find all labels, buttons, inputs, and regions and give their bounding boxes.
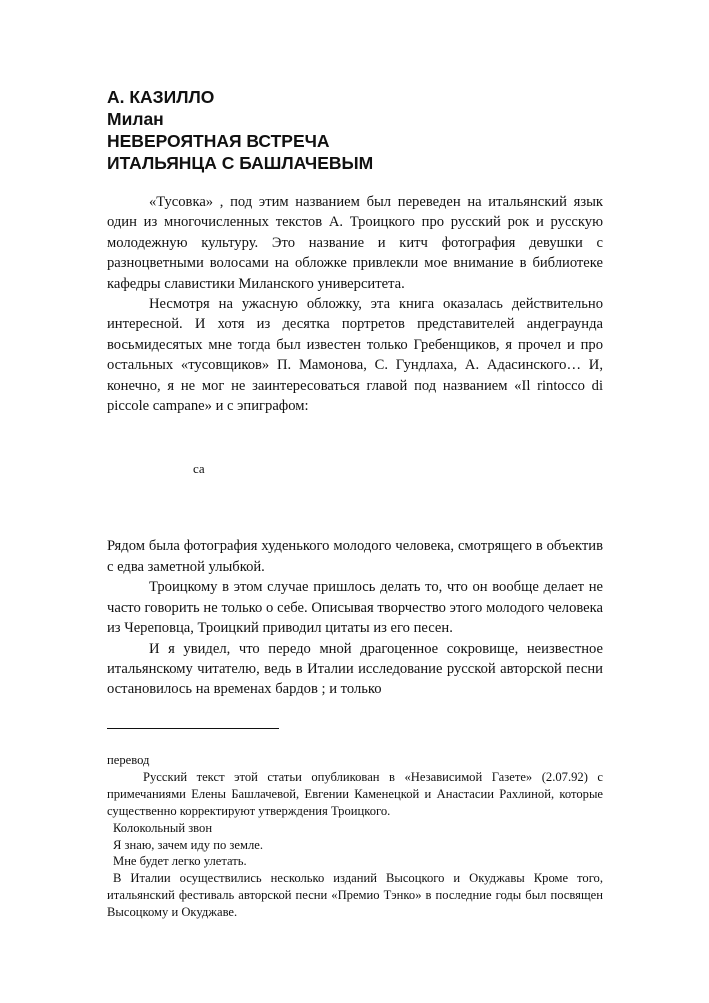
article-title-line-2: ИТАЛЬЯНЦА С БАШЛАЧЕВЫМ xyxy=(107,153,374,173)
footnotes xyxy=(107,752,603,921)
footnote-divider xyxy=(107,728,279,729)
author-name: А. КАЗИЛЛО xyxy=(107,87,215,107)
epigraph-fragment: са xyxy=(193,461,205,477)
paragraph-5: И я увидел, что передо мной драгоценное сокровище, неизвестное итальянскому читателю, ведь в Италии исследование русской авторской песни остановилось на временах бардов ; и только xyxy=(107,640,603,698)
footnote-2: Русский текст этой статьи опубликован в «Независимой Газете» (2.07.92) с примечаниями Елены Башлачевой, Евгении Каменецкой и Анастасии Рахлиной, которые существенно корректируют утверждения Троицкого. xyxy=(107,769,603,818)
paragraph-2: Несмотря на ужасную обложку, эта книга оказалась действительно интересной. И хотя из десятка портретов представителей андеграунда восьмидесятых мне тогда был известен только Гребенщиков, я прочел и про остальных «тусовщиков» П. Мамонова, С. Гундлаха, А. Адасинского… И, конечно, я не мог не заинтересоваться главой под названием «Il rintocco di piccole campane» и с эпиграфом: xyxy=(107,296,603,415)
footnote-1: перевод xyxy=(107,753,150,767)
footnote-4: Я знаю, зачем иду по земле. xyxy=(113,837,263,852)
article-title-line-1: НЕВЕРОЯТНАЯ ВСТРЕЧА xyxy=(107,131,330,151)
footnote-3: Колокольный звон xyxy=(113,820,213,835)
epigraph-space-after xyxy=(107,478,603,536)
footnote-5: Мне будет легко улетать. xyxy=(113,854,247,869)
article-body xyxy=(107,192,603,700)
article xyxy=(107,86,603,700)
paragraph-1: «Тусовка» , под этим названием был переведен на итальянский язык один из многочисленных текстов А. Троицкого про русский рок и русскую молодежную культуру. Это название и китч фотография девушки с разноцветными волосами на обложке привлекли мое внимание в библиотеке кафедры славистики Миланского университета. xyxy=(107,194,603,292)
author-city: Милан xyxy=(107,109,164,129)
paragraph-3: Рядом была фотография худенького молодого человека, смотрящего в объектив с едва заметной улыбкой. xyxy=(107,538,603,575)
footnote-6: В Италии осуществились несколько изданий Высоцкого и Окуджавы Кроме того, итальянский фестиваль авторской песни «Премио Тэнко» в последние годы был посвящен Высоцкому и Окуджаве. xyxy=(107,871,603,920)
paragraph-4: Троицкому в этом случае пришлось делать то, что он вообще делает не часто говорить не только о себе. Описывая творчество этого молодого человека из Череповца, Троицкий приводил цитаты из его песен. xyxy=(107,579,603,637)
epigraph-space xyxy=(107,416,603,460)
